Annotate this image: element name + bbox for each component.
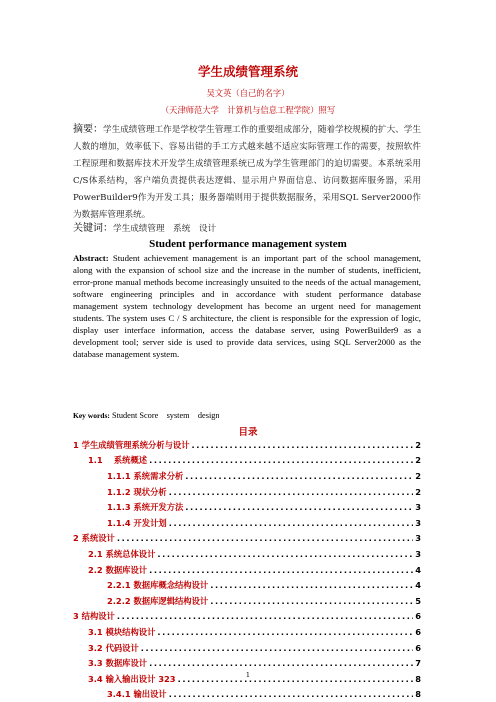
toc-entry-page: 6: [415, 611, 421, 622]
english-title: Student performance management system: [149, 238, 347, 250]
keywords-cn-text: 学生成绩管理 系统 设计: [113, 224, 217, 234]
toc-entry-page: 4: [415, 580, 421, 591]
abstract-cn: [73, 121, 421, 224]
abstract-cn-text: 学生成绩管理工作是学校学生管理工作的重要组成部分，随着学校规模的扩大、学生人数的增加，效率低下、容易出错的手工方式越来越不适应实际管理工作的需要，按照软件工程原理和数据库技术开发学生成绩管理系统已成为学生管理部门的迫切需要。本系统采用C/S体系结构，客户端负责提供表达逻辑、显示用户界面信息、访问数据库服务器，采用PowerBuilder9作为开发工具；服务器端则用于提供数据服务，采用SQL Server2000作为数据库管理系统。: [73, 125, 422, 220]
toc-leader-dots: [169, 518, 414, 528]
toc-entry-page: 6: [415, 626, 421, 637]
toc-entry-text: 3 结构设计: [73, 611, 115, 622]
toc-entry[interactable]: [73, 515, 421, 531]
toc-leader-dots: [117, 611, 413, 621]
toc-heading: 目录: [238, 427, 258, 438]
toc-entry-page: 7: [415, 658, 421, 669]
toc-leader-dots: [149, 455, 413, 465]
toc-entry-page: 4: [415, 564, 421, 575]
toc-leader-dots: [141, 643, 413, 653]
toc-entry-text: 1.1.3 系统开发方法: [107, 502, 184, 513]
abstract-en-text: Student achievement management is an important part of the school management, along with the expansion of school size and the increase in the number of students, inefficient, error-prone manual methods become increasingly unsuited to the needs of the actual management, software engineering principles and in accordance with student performance database management system technology development has become an urgent need for management students. The system uses C / S architecture, the client is responsible for the expression of logic, display user interface information, access the database server, using PowerBuilder9 as a development tool; server side is used to provide data services, using SQL Server2000 as the database management system.: [73, 253, 422, 359]
toc-entry[interactable]: [73, 453, 421, 469]
toc-entry[interactable]: [73, 640, 421, 656]
keywords-en-label: Key words:: [73, 411, 110, 420]
toc-entry-page: 2: [415, 486, 421, 497]
toc-leader-dots: [169, 487, 414, 497]
keywords-cn: [73, 219, 216, 234]
toc-entry[interactable]: [73, 562, 421, 578]
toc-entry-page: 6: [415, 642, 421, 653]
toc-entry[interactable]: [73, 546, 421, 562]
toc-entry-text: 3.2 代码设计: [88, 642, 139, 653]
toc-leader-dots: [192, 440, 414, 450]
toc-entry-text: 1.1.2 现状分析: [107, 486, 167, 497]
toc-entry-page: 2: [415, 470, 421, 481]
toc-entry-text: 1.1.4 开发计划: [107, 517, 167, 528]
table-of-contents: [73, 437, 421, 702]
toc-leader-dots: [157, 627, 413, 637]
toc-entry[interactable]: [73, 437, 421, 453]
toc-entry[interactable]: [73, 468, 421, 484]
toc-entry-text: 1.1 系统概述: [88, 455, 148, 466]
toc-entry-page: 3: [415, 548, 421, 559]
toc-entry-text: 1.1.1 系统需求分析: [107, 470, 184, 481]
toc-entry-text: 2 系统设计: [73, 533, 115, 544]
toc-entry-page: 8: [415, 673, 421, 684]
toc-entry-text: 2.1 系统总体设计: [88, 548, 156, 559]
paper-title: 学生成绩管理系统: [197, 64, 298, 79]
toc-entry[interactable]: [73, 655, 421, 671]
toc-leader-dots: [117, 533, 413, 543]
keywords-en: [73, 409, 220, 421]
toc-entry[interactable]: [73, 499, 421, 515]
toc-entry-text: 3.4.1 输出设计: [107, 689, 167, 700]
toc-entry-text: 3.1 模块结构设计: [88, 626, 156, 637]
toc-entry-page: 5: [415, 595, 421, 606]
toc-leader-dots: [185, 471, 413, 481]
toc-entry[interactable]: [73, 531, 421, 547]
toc-leader-dots: [169, 689, 414, 699]
toc-leader-dots: [149, 658, 413, 668]
abstract-en-label: Abstract:: [73, 253, 109, 263]
toc-entry-page: 3: [415, 533, 421, 544]
toc-entry[interactable]: [73, 609, 421, 625]
toc-entry-text: 2.2 数据库设计: [88, 564, 148, 575]
toc-entry-text: 2.2.1 数据库概念结构设计: [107, 580, 209, 591]
toc-entry[interactable]: [73, 593, 421, 609]
toc-entry-text: 2.2.2 数据库逻辑结构设计: [107, 595, 209, 606]
affiliation-line: [0, 104, 496, 116]
page-number: 1: [245, 671, 251, 679]
abstract-en: [73, 252, 421, 360]
toc-entry-text: 3.3 数据库设计: [88, 658, 148, 669]
affiliation-text: （天津师范大学 计算机与信息工程学院）: [160, 105, 319, 115]
toc-entry-page: 3: [415, 517, 421, 528]
toc-entry[interactable]: [73, 577, 421, 593]
toc-leader-dots: [210, 580, 413, 590]
toc-entry-text: 1 学生成绩管理系统分析与设计: [73, 439, 190, 450]
keywords-en-text: Student Score system design: [111, 411, 220, 420]
toc-entry[interactable]: [73, 624, 421, 640]
keywords-cn-label: 关键词：: [73, 223, 113, 234]
abstract-cn-label: 摘要：: [73, 124, 104, 135]
toc-entry[interactable]: [73, 484, 421, 500]
author-line: 吴文英（自己的名字）: [206, 88, 290, 98]
toc-entry-page: 8: [415, 689, 421, 700]
toc-entry[interactable]: [73, 687, 421, 702]
toc-entry-text: 3.4 输入输出设计 323: [88, 673, 176, 684]
toc-leader-dots: [149, 565, 413, 575]
toc-entry-page: 2: [415, 439, 421, 450]
toc-entry-page: 2: [415, 455, 421, 466]
toc-entry-page: 3: [415, 502, 421, 513]
toc-leader-dots: [210, 596, 413, 606]
affiliation-suffix: 照写: [318, 105, 336, 115]
toc-leader-dots: [185, 502, 413, 512]
toc-leader-dots: [157, 549, 413, 559]
